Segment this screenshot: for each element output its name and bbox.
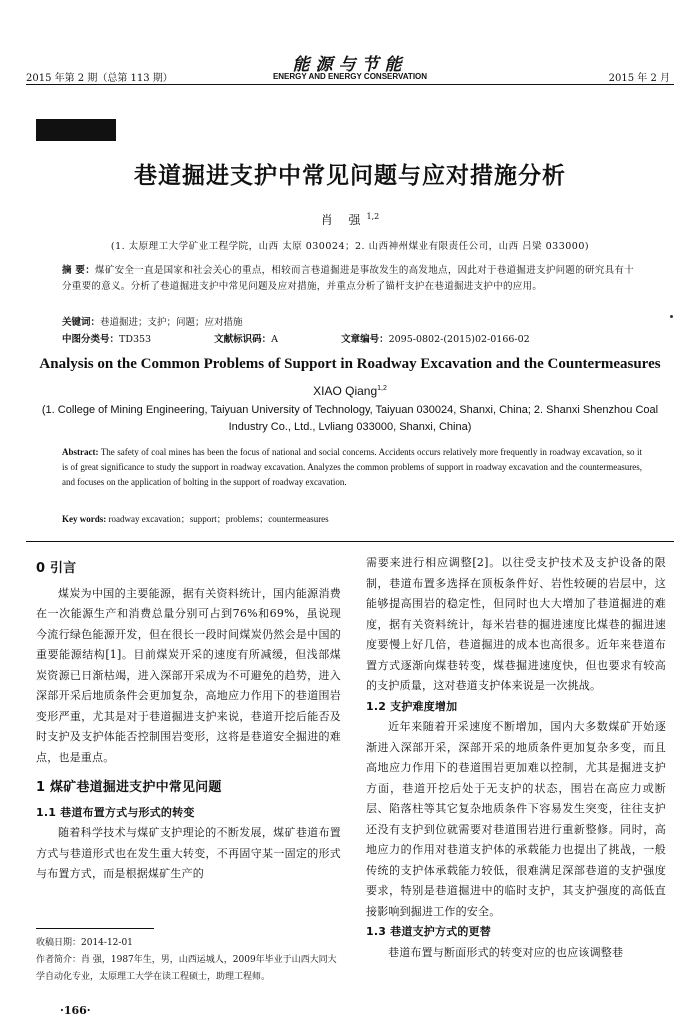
body-column-left — [36, 555, 341, 885]
footnote — [36, 935, 341, 986]
affiliation-en: (1. College of Mining Engineering, Taiyuan University of Technology, Taiyuan 030024, Shanxi, China; 2. Shanxi Shenzhou Coal Industry Co., Ltd., Lvliang 033000, Shanxi, China) — [41, 404, 659, 433]
author-en: XIAO Qiang$^{1,2}$ — [313, 384, 387, 398]
section-rule — [26, 541, 674, 542]
article-title-cn: 巷道掘进支护中常见问题与应对措施分析 — [134, 163, 566, 189]
keywords-cn: 关键词：巷道掘进；支护；问题；应对措施 — [62, 317, 243, 328]
classification-line: 中图分类号：TD353 文献标识码：A 文章编号：2095-0802-(2015)02-0166-02 — [62, 334, 530, 345]
header-rule — [26, 84, 674, 85]
abstract-en: Abstract: The safety of coal mines has been the focus of national and social concerns. Accidents occurs relatively more frequently in roadway excavation, so it is of great significance to study the support in roadway excavation. Analyzes the common problems of support in roadway excavation and the countermeasures, and focuses on the application of bolting in the support of roadway excavation. — [62, 447, 642, 487]
section-heading-intro: 0 引言 — [36, 561, 77, 576]
subsection-heading-1-2: 1.2 支护难度增加 — [366, 699, 458, 713]
author-cn: 肖 强$^{1,2}$ — [320, 212, 380, 227]
redaction-block — [36, 119, 116, 141]
journal-title-cn: 能源与节能 — [292, 55, 408, 75]
scan-dot — [670, 315, 673, 318]
paragraph-1-1: 随着科学技术与煤矿支护理论的不断发展，煤矿巷道布置方式与巷道形式也在发生重大转变，不再固守某一固定的形式与布置方式，而是根据煤矿生产的 — [36, 826, 341, 880]
footnote-bio: 作者简介：肖 强，1987年生，男，山西运城人，2009年毕业于山西大同大学自动化专业，太原理工大学在读工程硕士，助理工程师。 — [36, 955, 337, 982]
journal-title-en: ENERGY AND ENERGY CONSERVATION — [272, 72, 428, 81]
header-date: 2015 年 2 月 — [608, 73, 670, 84]
article-title-en: Analysis on the Common Problems of Support in Roadway Excavation and the Countermeasures — [39, 356, 661, 372]
paragraph-1-2: 近年来随着开采速度不断增加，国内大多数煤矿开始逐渐进入深部开采，深部开采的地质条件更加复杂多变，而且高地应力作用下的巷道围岩更加难以控制，尤其是掘进支护方面，巷道开挖后处于无支护的状态，围岩在高应力或断层、陷落柱等其它复杂地质条件下容易发生突变，往往支护还没有支护到位就需要对巷道围岩进行重新整修。同时，高地应力的作用对巷道支护体的承载能力也提出了挑战，一般传统的支护体承载能力较低，很难满足深部巷道的支护强度要求，特别是巷道掘进中的临时支护，其支护强度的高低直接影响到掘进工作的安全。 — [366, 720, 666, 918]
paragraph-1-1-cont: 需要来进行相应调整[2]。以往受支护技术及支护设备的限制，巷道布置多选择在顶板条件好、岩性较硬的岩层中，这能够提高围岩的稳定性，但同时也大大增加了巷道掘进的难度，据有关资料统计，每米岩巷的掘进速度比煤巷的掘进速度要慢上好几倍，巷道掘进的成本也高很多。近年来巷道布置方式逐渐向煤巷转变，煤巷掘进速度快，但也要求有较高的支护质量，这对巷道支护体来说是一次挑战。 — [366, 556, 666, 692]
page-number: ·166· — [60, 1004, 91, 1017]
footnote-rule — [36, 928, 154, 929]
paragraph-intro: 煤炭为中国的主要能源，据有关资料统计，国内能源消费在一次能源生产和消费总量分别可占到76%和69%，虽说现今流行绿色能源开发，但在很长一段时间煤炭仍然会是中国的重要能源结构[1]。目前煤炭开采的速度有所减缓，但浅部煤炭资源已日渐枯竭，进入深部开采成为不可避免的趋势，进入深部开采后地质条件会更加复杂，高地应力作用下的巷道围岩变形严重，尤其是对于巷道掘进支护来说，巷道开挖后能否及时支护及支护体能否控制围岩变形，这将是巷道安全掘进的难点，也是重点。 — [36, 586, 341, 764]
paragraph-1-3: 巷道布置与断面形式的转变对应的也应该调整巷 — [388, 945, 624, 959]
abstract-cn: 摘 要：煤矿安全一直是国家和社会关心的重点，相较而言巷道掘进是事故发生的高发地点，因此对于巷道掘进支护问题的研究具有十分重要的意义。分析了巷道掘进支护中常见问题及应对措施，并重点分析了锚杆支护在巷道掘进支护中的应用。 — [62, 265, 635, 292]
body-column-right — [366, 553, 666, 963]
header-issue: 2015 年第 2 期（总第 113 期） — [26, 73, 173, 84]
affiliation-cn: (1. 太原理工大学矿业工程学院，山西 太原 030024；2. 山西神州煤业有限责任公司，山西 吕梁 033000) — [110, 241, 590, 252]
footnote-received: 收稿日期：2014-12-01 — [36, 938, 133, 948]
section-heading-1: 1 煤矿巷道掘进支护中常见问题 — [36, 780, 222, 795]
subsection-heading-1-1: 1.1 巷道布置方式与形式的转变 — [36, 805, 195, 819]
keywords-en: Key words: roadway excavation；support；problems；countermeasures — [62, 514, 329, 524]
subsection-heading-1-3: 1.3 巷道支护方式的更替 — [366, 925, 491, 938]
